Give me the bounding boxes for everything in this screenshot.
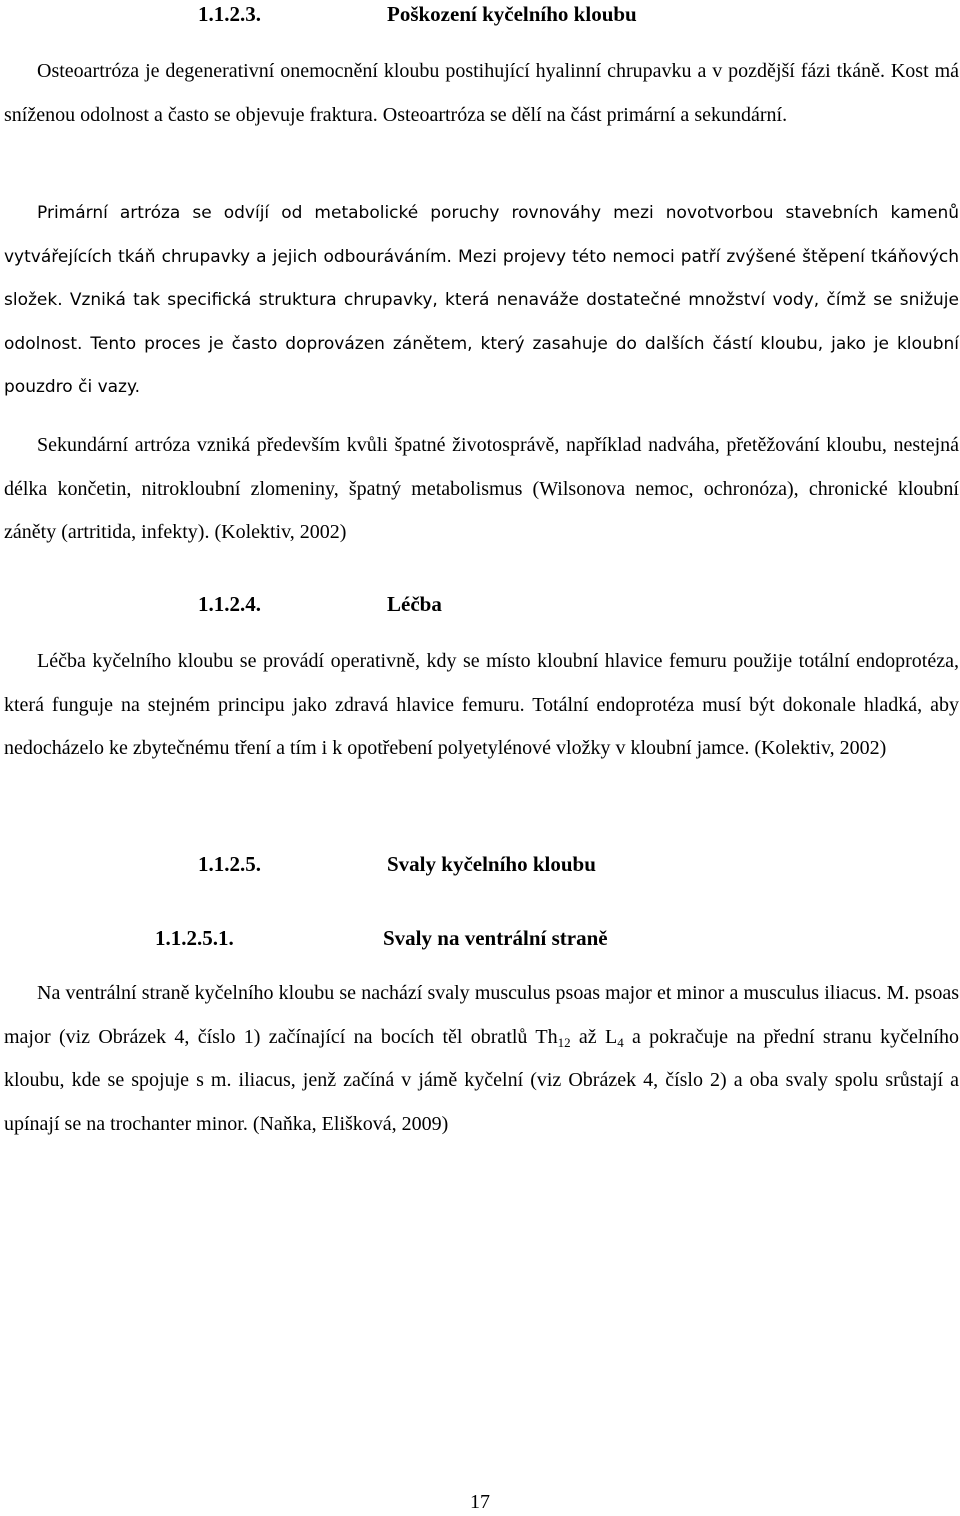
page-number: 17 [470,1491,490,1513]
subscript-th: 12 [557,1034,571,1050]
paragraph-primary-arthrosis: Primární artróza se odvíjí od metabolické poruchy rovnováhy mezi novotvorbou stavebních kamenů vytvářejících tkáň chrupavky a jejich odbouráváním. Mezi projevy této nemoci patří zvýšené štěpení tkáňových složek. Vzniká tak specifická struktura chrupavky, která nenaváže dostatečné množství vody, čímž se snižuje odolnost. Tento proces je často doprovázen zánětem, který zasahuje do dalších částí kloubu, jako je kloubní pouzdro či vazy. [4,203,959,397]
paragraph-secondary-arthrosis: Sekundární artróza vzniká především kvůli špatné životosprávě, například nadváha, přetěžování kloubu, nestejná délka končetin, nitrokloubní zlomeniny, špatný metabolismus (Wilsonova nemoc, ochronóza), chronické kloubní záněty (artritida, infekty). (Kolektiv, 2002) [4,434,959,543]
section-number: 1.1.2.3. [198,2,261,26]
paragraph-text-part-a: Na ventrální straně kyčelního kloubu se nachází svaly musculus psoas major et minor a musculus iliacus. M. psoas major (viz Obrázek 4, číslo 1) začínající na bocích těl obratlů Th [4,982,959,1048]
paragraph-ventral-muscles [4,972,959,1146]
section-number: 1.1.2.5.1. [155,926,234,950]
paragraph-text-part-c: a pokračuje na přední stranu kyčelního kloubu, kde se spojuje s m. iliacus, jenž začíná v jámě kyčelní (viz Obrázek 4, číslo 2) a oba svaly spolu srůstají a upínají se na trochanter minor. (Naňka, Elišková, 2009) [4,1025,959,1135]
paragraph-osteoarthrosis-intro: Osteoartróza je degenerativní onemocnění kloubu postihující hyalinní chrupavku a v pozdější fázi tkáně. Kost má sníženou odolnost a často se objevuje fraktura. Osteoartróza se dělí na část primární a sekundární. [4,60,959,126]
paragraph-treatment: Léčba kyčelního kloubu se provádí operativně, kdy se místo kloubní hlavice femuru použije totální endoprotéza, která funguje na stejném principu jako zdravá hlavice femuru. Totální endoprotéza musí být dokonale hladká, aby nedocházelo ke zbytečnému tření a tím i k opotřebení polyetylénové vložky v kloubní jamce. (Kolektiv, 2002) [4,650,959,759]
section-title: Svaly na ventrální straně [383,926,608,950]
section-title: Léčba [387,592,442,616]
section-title: Svaly kyčelního kloubu [387,852,596,876]
section-number: 1.1.2.5. [198,852,261,876]
section-title: Poškození kyčelního kloubu [387,2,637,26]
subscript-l: 4 [617,1034,624,1050]
section-number: 1.1.2.4. [198,592,261,616]
paragraph-text-part-b: až L [570,1025,618,1048]
